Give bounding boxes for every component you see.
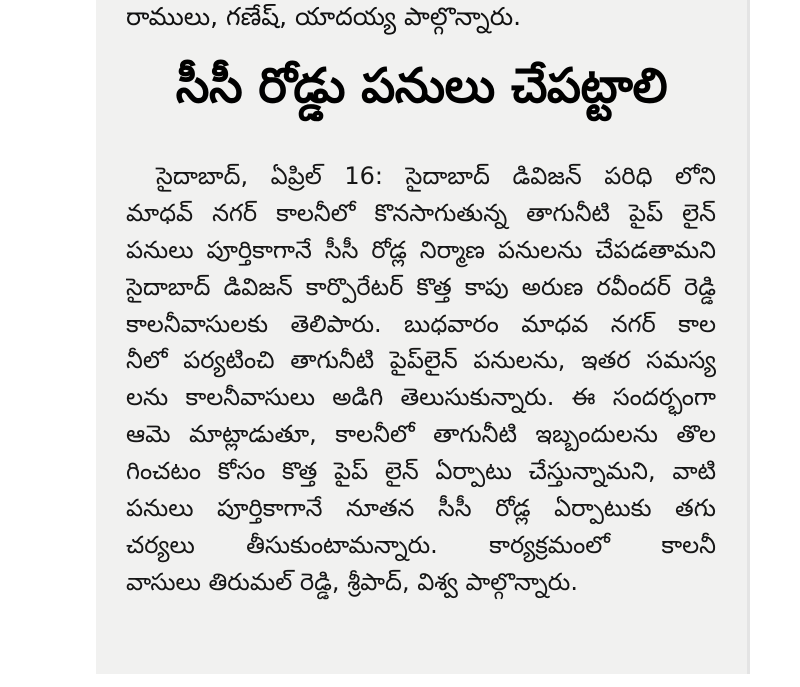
- body-line: కాలనీవాసులకు తెలిపారు. బుధవారం మాధవ నగర్‌ కాల: [126, 309, 716, 338]
- body-line: పనులు పూర్తికాగానే నూతన సీసీ రోడ్ల ఏర్పాటుకు తగు: [126, 494, 716, 523]
- body-line: వాసులు తిరుమల్‌ రెడ్డి, శ్రీపాద్‌, విశ్వ పాల్గొన్నారు.: [126, 567, 578, 596]
- body-line: సైదాబాద్‌, ఏప్రిల్‌ 16: సైదాబాద్‌ డివిజన్‌ పరిధి లోని: [156, 162, 716, 190]
- article-body: [126, 158, 716, 601]
- previous-article-tail: రాములు, గణేష్‌, యాదయ్య పాల్గొన్నారు.: [126, 2, 522, 31]
- body-line: పనులు పూర్తికాగానే సీసీ రోడ్ల నిర్మాణ పనులను చేపడతామని: [126, 235, 716, 264]
- clipping-edge-shadow: [747, 0, 750, 674]
- body-line: నీలో పర్యటించి తాగునీటి పైప్‌లైన్‌ పనులను, ఇతర సమస్య: [126, 346, 716, 375]
- body-line: ఆమె మాట్లాడుతూ, కాలనీలో తాగునీటి ఇబ్బందులను తొల: [126, 420, 716, 449]
- body-line: లను కాలనీవాసులు అడిగి తెలుసుకున్నారు. ఈ సందర్భంగా: [126, 383, 716, 412]
- article-headline: సీసీ రోడ్డు పనులు చేపట్టాలి: [175, 58, 668, 114]
- body-line: సైదాబాద్‌ డివిజన్‌ కార్పొరేటర్‌ కొత్త కాపు అరుణ రవీందర్‌ రెడ్డి: [126, 272, 716, 301]
- body-line: గించటం కోసం కొత్త పైప్‌ లైన్‌ ఏర్పాటు చేస్తున్నామని, వాటి: [126, 457, 716, 486]
- body-line: మాధవ్‌ నగర్‌ కాలనీలో కొనసాగుతున్న తాగునీటి పైప్‌ లైన్‌: [126, 198, 716, 227]
- body-line: చర్యలు తీసుకుంటామన్నారు. కార్యక్రమంలో కాలనీ: [126, 530, 716, 559]
- newspaper-clipping: [96, 0, 747, 674]
